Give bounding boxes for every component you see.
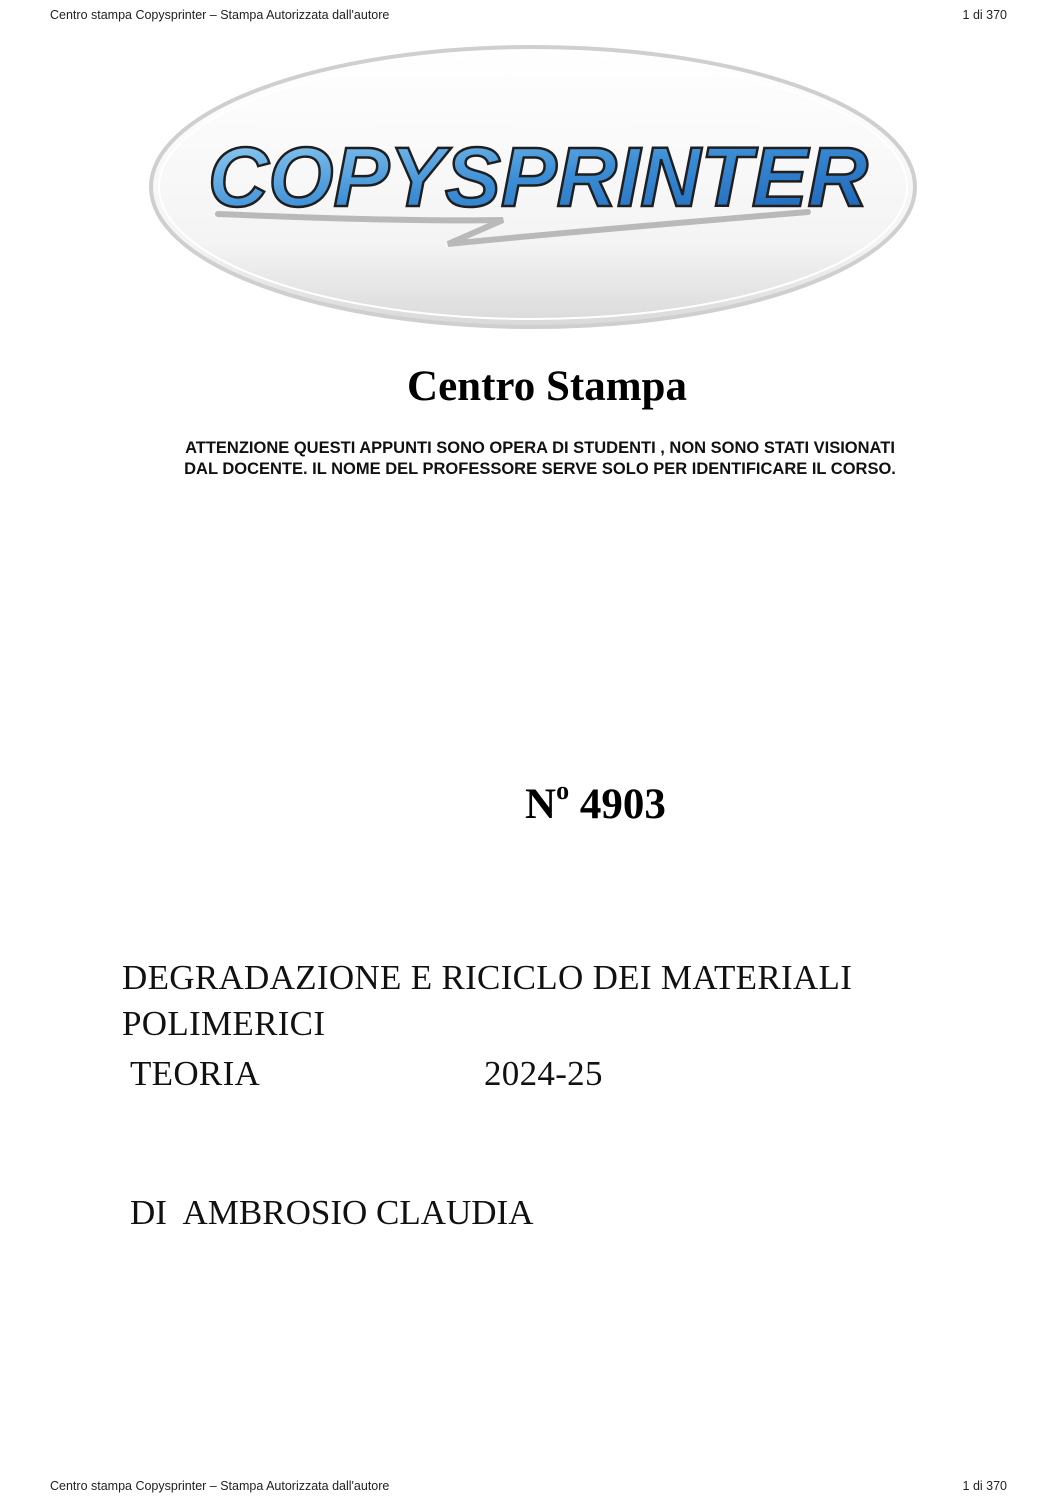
number-sup: o (556, 776, 570, 805)
header-text: Centro stampa Copysprinter – Stampa Autorizzata dall'autore (50, 8, 390, 22)
page-title: Centro Stampa (407, 363, 687, 410)
course-type: TEORIA (130, 1054, 261, 1093)
header-page-indicator: 1 di 370 (962, 8, 1007, 22)
number-value: 4903 (579, 781, 666, 828)
page-header (50, 8, 1007, 28)
number-prefix: N (525, 781, 557, 828)
course-year: 2024-25 (484, 1054, 603, 1093)
course-title-line-2: POLIMERICI (122, 1004, 326, 1043)
author-name: DI AMBROSIO CLAUDIA (130, 1193, 534, 1232)
footer-text: Centro stampa Copysprinter – Stampa Autorizzata dall'autore (50, 1479, 390, 1493)
footer-page-indicator: 1 di 370 (962, 1479, 1007, 1493)
copysprinter-logo (148, 44, 918, 330)
page-footer (50, 1479, 1007, 1499)
notice-line-1: ATTENZIONE QUESTI APPUNTI SONO OPERA DI STUDENTI , NON SONO STATI VISIONATI (185, 439, 895, 457)
logo-brand-text: COPYSPRINTER (208, 130, 869, 224)
notice-line-2: DAL DOCENTE. IL NOME DEL PROFESSORE SERVE SOLO PER IDENTIFICARE IL CORSO. (184, 460, 896, 478)
document-number (525, 776, 666, 829)
course-title-line-1: DEGRADAZIONE E RICICLO DEI MATERIALI (122, 958, 853, 997)
notice-text (90, 438, 990, 480)
